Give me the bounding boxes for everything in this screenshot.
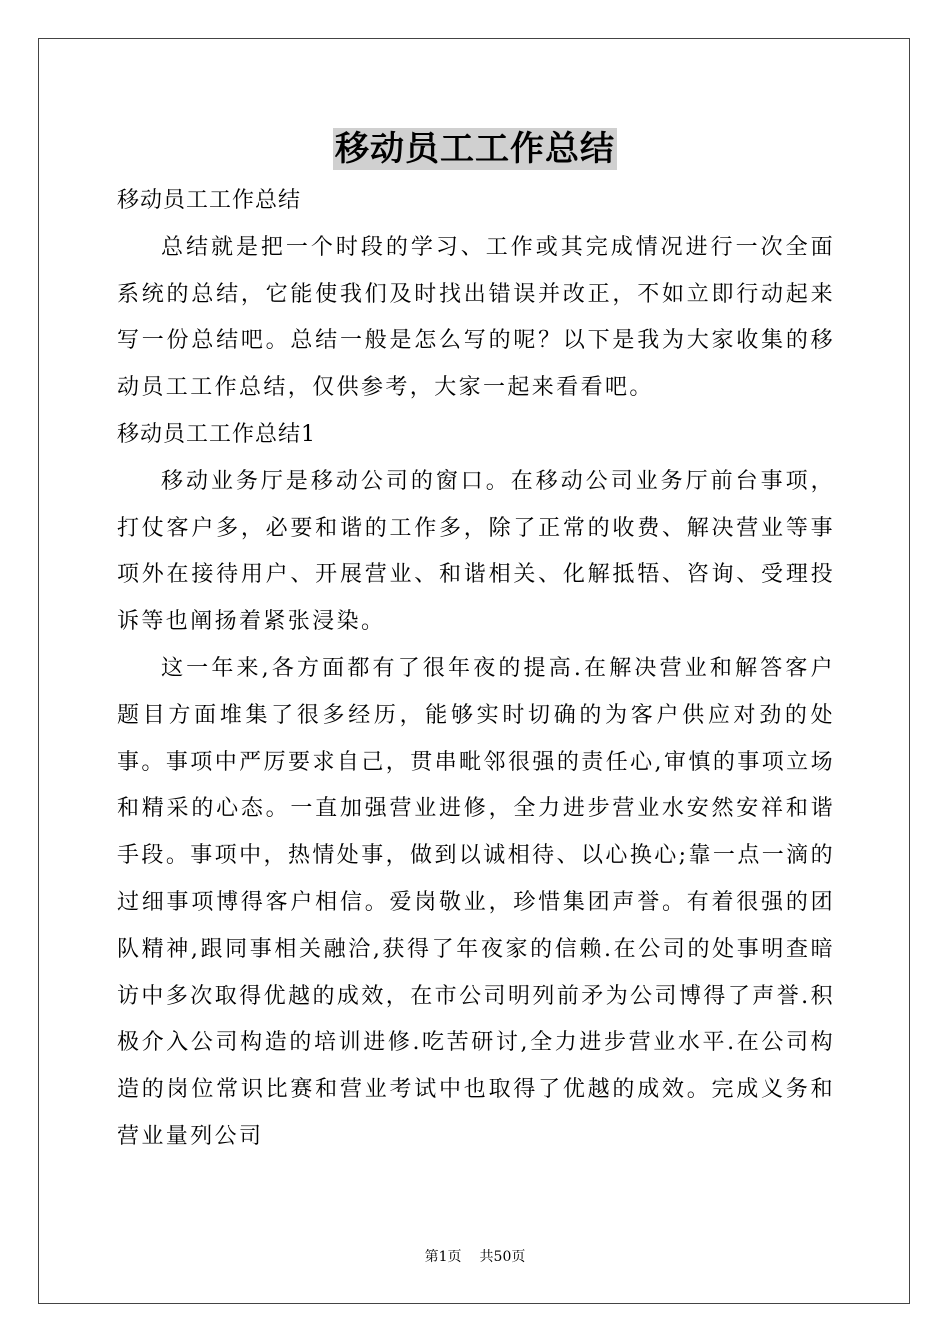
- document-title: 移动员工工作总结: [335, 129, 615, 169]
- page-footer: [0, 1248, 950, 1266]
- document-body: [117, 178, 835, 1161]
- section-paragraph-2: 这一年来,各方面都有了很年夜的提高.在解决营业和解答客户题目方面堆集了很多经历，能够实时切确的为客户供应对劲的处事。事项中严厉要求自己，贯串毗邻很强的责任心,审慎的事项立场和精采的心态。一直加强营业进修，全力进步营业水安然安祥和谐手段。事项中，热情处事，做到以诚相待、以心换心;靠一点一滴的过细事项博得客户相信。爱岗敬业，珍惜集团声誉。有着很强的团队精神,跟同事相关融洽,获得了年夜家的信赖.在公司的处事明查暗访中多次取得优越的成效，在市公司明列前矛为公司博得了声誉.积极介入公司构造的培训进修.吃苦研讨,全力进步营业水平.在公司构造的岗位常识比赛和营业考试中也取得了优越的成效。完成义务和营业量列公司: [117, 655, 835, 1149]
- title-container: [0, 128, 950, 170]
- intro-paragraph: 总结就是把一个时段的学习、工作或其完成情况进行一次全面系统的总结，它能使我们及时找出错误并改正，不如立即行动起来写一份总结吧。总结一般是怎么写的呢？以下是我为大家收集的移动员工工作总结，仅供参考，大家一起来看看吧。: [117, 234, 835, 401]
- section-paragraph-1: 移动业务厅是移动公司的窗口。在移动公司业务厅前台事项，打仗客户多，必要和谐的工作多，除了正常的收费、解决营业等事项外在接待用户、开展营业、和谐相关、化解抵牾、咨询、受理投诉等也阐扬着紧张浸染。: [117, 468, 835, 635]
- document-subtitle: 移动员工工作总结: [117, 188, 302, 213]
- page-total: 共50页: [479, 1249, 526, 1265]
- page-number: 第1页: [424, 1249, 462, 1265]
- section-heading: 移动员工工作总结1: [117, 421, 316, 447]
